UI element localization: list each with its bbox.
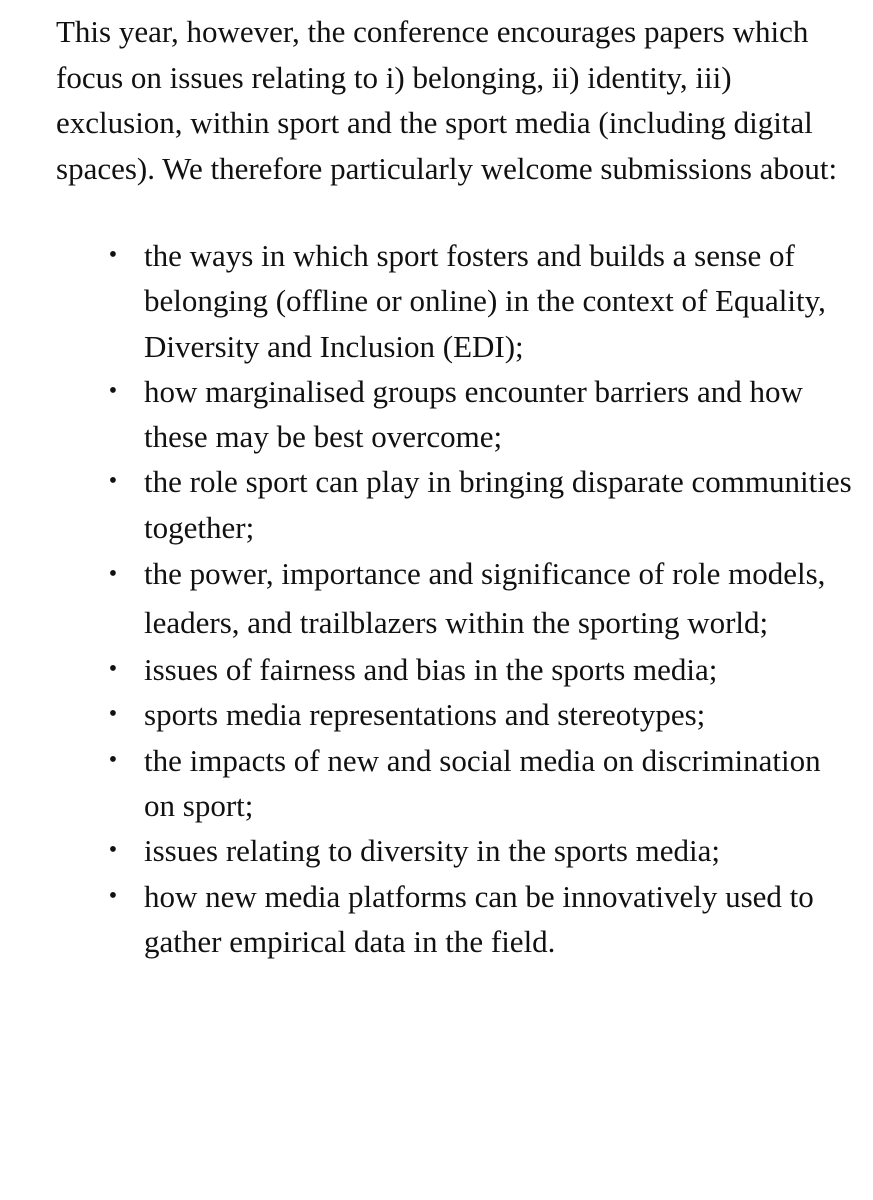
bullet-icon: • bbox=[108, 468, 118, 495]
list-item-text: the role sport can play in bringing disparate communities together; bbox=[144, 464, 852, 545]
list-item bbox=[56, 874, 856, 965]
list-item-text: the power, importance and significance of role models, leaders, and trailblazers within the sporting world; bbox=[144, 556, 826, 640]
bullet-icon: • bbox=[108, 746, 118, 773]
bullet-icon: • bbox=[108, 656, 118, 683]
bullet-icon: • bbox=[108, 561, 118, 588]
list-item-text: the impacts of new and social media on discrimination on sport; bbox=[144, 742, 821, 823]
bullet-icon: • bbox=[108, 882, 118, 909]
submission-topics-list bbox=[56, 233, 856, 964]
document-body bbox=[56, 0, 856, 964]
list-item bbox=[56, 459, 856, 550]
list-item-text: how new media platforms can be innovatively used to gather empirical data in the field. bbox=[144, 878, 814, 959]
bullet-icon: • bbox=[108, 377, 118, 404]
intro-paragraph: This year, however, the conference encourages papers which focus on issues relating to i) belonging, ii) identity, iii) exclusion, within sport and the sport media (including digital spaces). We therefore particularly welcome submissions about: bbox=[56, 14, 838, 186]
list-item-text: issues of fairness and bias in the sports media; bbox=[144, 652, 718, 688]
list-item bbox=[56, 738, 856, 829]
list-item bbox=[56, 647, 856, 692]
list-item bbox=[56, 369, 856, 460]
list-item-text: the ways in which sport fosters and builds a sense of belonging (offline or online) in the context of Equality, Diversity and Inclusion (EDI); bbox=[144, 238, 826, 364]
bullet-icon: • bbox=[108, 837, 118, 864]
list-item-text: sports media representations and stereotypes; bbox=[144, 697, 706, 733]
bullet-icon: • bbox=[108, 242, 118, 268]
list-item-text: how marginalised groups encounter barriers and how these may be best overcome; bbox=[144, 373, 803, 455]
bullet-icon: • bbox=[108, 701, 118, 728]
list-item-text: issues relating to diversity in the sports media; bbox=[144, 833, 720, 869]
list-item bbox=[56, 550, 856, 647]
list-item bbox=[56, 233, 856, 369]
list-item bbox=[56, 828, 856, 873]
list-item bbox=[56, 692, 856, 737]
